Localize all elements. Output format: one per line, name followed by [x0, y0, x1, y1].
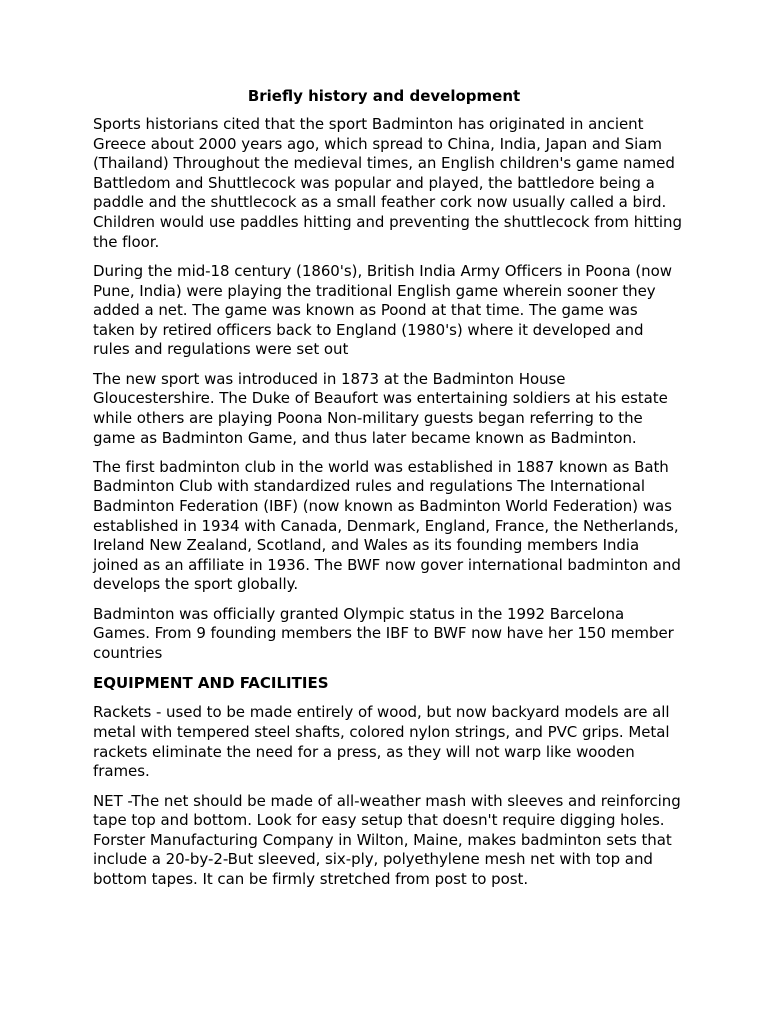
history-paragraph-1: Sports historians cited that the sport Badminton has originated in ancient Greece about 2000 years ago, which spread to China, India, Japan and Siam (Thailand) Throughout the medieval times, an English children's game named Battledom and Shuttlecock was popular and played, the battledore being a paddle and the shuttlecock as a small feather cork now usually called a bird. Children would use paddles hitting and preventing the shuttlecock from hitting the floor.	[93, 115, 682, 251]
equipment-paragraph-net: NET -The net should be made of all-weather mash with sleeves and reinforcing tape top and bottom. Look for easy setup that doesn't require digging holes. Forster Manufacturing Company in Wilton, Maine, makes badminton sets that include a 20-by-2-But sleeved, six-ply, polyethylene mesh net with top and bottom tapes. It can be firmly stretched from post to post.	[93, 791, 681, 888]
history-paragraph-2: During the mid-18 century (1860's), British India Army Officers in Poona (now Pune, India) were playing the traditional English game wherein sooner they added a net. The game was known as Poond at that time. The game was taken by retired officers back to England (1980's) where it developed and rules and regulations were set out	[93, 261, 672, 359]
history-paragraph-4: The first badminton club in the world was established in 1887 known as Bath Badminton Club with standardized rules and regulations The International Badminton Federation (IBF) (now known as Badminton World Federation) was established in 1934 with Canada, Denmark, England, France, the Netherlands, Ireland New Zealand, Scotland, and Wales as its founding members India joined as an affiliate in 1936. The BWF now gover international badminton and develops the sport globally.	[93, 457, 681, 594]
section-heading-equipment: EQUIPMENT AND FACILITIES	[93, 674, 329, 693]
document-title: Briefly history and development	[247, 87, 521, 105]
document-body	[93, 86, 683, 899]
history-paragraph-5: Badminton was officially granted Olympic status in the 1992 Barcelona Games. From 9 founding members the IBF to BWF now have her 150 member countries	[93, 604, 674, 663]
history-paragraph-3: The new sport was introduced in 1873 at the Badminton House Gloucestershire. The Duke of Beaufort was entertaining soldiers at his estate while others are playing Poona Non-military guests began referring to the game as Badminton Game, and thus later became known as Badminton.	[93, 369, 668, 447]
equipment-paragraph-rackets: Rackets - used to be made entirely of wood, but now backyard models are all metal with tempered steel shafts, colored nylon strings, and PVC grips. Metal rackets eliminate the need for a press, as they will not warp like wooden frames.	[93, 703, 670, 781]
